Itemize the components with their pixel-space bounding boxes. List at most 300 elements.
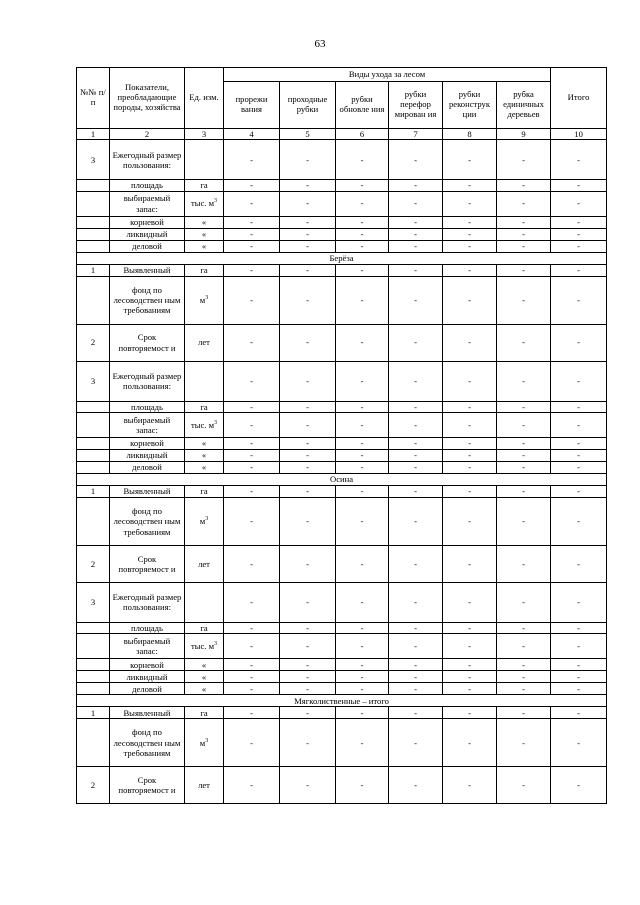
row-number: 2 [77, 767, 110, 804]
table-row [77, 228, 607, 240]
value-cell: - [389, 264, 443, 276]
table-row [77, 180, 607, 191]
table-row [77, 140, 607, 180]
total-cell: - [551, 622, 607, 633]
value-cell: - [336, 140, 389, 180]
row-indicator: деловой [110, 240, 185, 252]
row-unit [185, 659, 224, 671]
row-indicator: фонд по лесоводствен ным требованиям [110, 719, 185, 767]
total-cell: - [551, 767, 607, 804]
row-indicator: Срок повторяемост и [110, 767, 185, 804]
value-cell: - [280, 412, 336, 437]
row-indicator: ликвидный [110, 228, 185, 240]
value-cell: - [280, 180, 336, 191]
row-unit [185, 545, 224, 582]
total-cell: - [551, 683, 607, 695]
row-unit [185, 228, 224, 240]
unit-text: га [200, 486, 208, 497]
table-row [77, 497, 607, 545]
value-cell: - [389, 485, 443, 497]
value-cell: - [389, 449, 443, 461]
total-cell: - [551, 634, 607, 659]
value-cell: - [336, 228, 389, 240]
column-number-row [77, 129, 607, 140]
table-row [77, 634, 607, 659]
value-cell: - [280, 707, 336, 719]
value-cell: - [336, 634, 389, 659]
value-cell: - [224, 767, 280, 804]
value-cell: - [336, 240, 389, 252]
unit-text: « [201, 228, 207, 239]
value-cell: - [224, 324, 280, 361]
unit-text: га [200, 622, 208, 633]
value-cell: - [280, 683, 336, 695]
row-indicator: ликвидный [110, 671, 185, 683]
header-col-renewal: рубки обновле ния [336, 82, 389, 129]
table-row [77, 582, 607, 622]
value-cell: - [336, 767, 389, 804]
total-cell: - [551, 719, 607, 767]
row-number [77, 401, 110, 412]
value-cell: - [224, 622, 280, 633]
row-unit [185, 437, 224, 449]
unit-text: м [199, 516, 206, 527]
row-unit [185, 683, 224, 695]
unit-exponent: 3 [214, 641, 218, 648]
value-cell: - [280, 140, 336, 180]
value-cell: - [280, 461, 336, 473]
row-indicator: Ежегодный размер пользования: [110, 140, 185, 180]
value-cell: - [389, 240, 443, 252]
value-cell: - [336, 485, 389, 497]
row-indicator: фонд по лесоводствен ным требованиям [110, 276, 185, 324]
value-cell: - [224, 240, 280, 252]
value-cell: - [224, 228, 280, 240]
value-cell: - [224, 719, 280, 767]
row-indicator: ликвидный [110, 449, 185, 461]
row-number: 2 [77, 324, 110, 361]
row-indicator: Ежегодный размер пользования: [110, 361, 185, 401]
header-col-reformation: рубки перефор мирован ия [389, 82, 443, 129]
total-cell: - [551, 497, 607, 545]
value-cell: - [336, 180, 389, 191]
value-cell: - [224, 449, 280, 461]
value-cell: - [497, 767, 551, 804]
value-cell: - [224, 216, 280, 228]
row-unit [185, 276, 224, 324]
value-cell: - [497, 719, 551, 767]
row-unit [185, 707, 224, 719]
value-cell: - [224, 497, 280, 545]
row-unit [185, 401, 224, 412]
row-unit [185, 485, 224, 497]
total-cell: - [551, 412, 607, 437]
value-cell: - [389, 634, 443, 659]
col-number: 2 [110, 129, 185, 140]
col-number: 6 [336, 129, 389, 140]
value-cell: - [280, 582, 336, 622]
table-row [77, 361, 607, 401]
total-cell: - [551, 216, 607, 228]
row-indicator: Срок повторяемост и [110, 545, 185, 582]
total-cell: - [551, 485, 607, 497]
value-cell: - [497, 140, 551, 180]
row-indicator: корневой [110, 216, 185, 228]
row-indicator: площадь [110, 622, 185, 633]
value-cell: - [497, 497, 551, 545]
unit-exponent: 3 [205, 295, 209, 302]
value-cell: - [224, 545, 280, 582]
row-indicator: Выявленный [110, 264, 185, 276]
forest-care-table [76, 67, 607, 804]
row-number [77, 634, 110, 659]
col-number: 9 [497, 129, 551, 140]
value-cell: - [497, 437, 551, 449]
table-row [77, 659, 607, 671]
header-col-thinning: прорежи вания [224, 82, 280, 129]
value-cell: - [389, 545, 443, 582]
unit-text: м [199, 737, 206, 748]
row-number [77, 683, 110, 695]
value-cell: - [443, 545, 497, 582]
section-title: Осина [77, 473, 607, 485]
value-cell: - [443, 264, 497, 276]
row-indicator: выбираемый запас: [110, 634, 185, 659]
value-cell: - [280, 545, 336, 582]
value-cell: - [497, 449, 551, 461]
table-row [77, 449, 607, 461]
row-number [77, 276, 110, 324]
value-cell: - [497, 191, 551, 216]
value-cell: - [389, 191, 443, 216]
total-cell: - [551, 401, 607, 412]
value-cell: - [224, 582, 280, 622]
header-col-single-trees: рубка единичных деревьев [497, 82, 551, 129]
value-cell: - [497, 412, 551, 437]
value-cell: - [443, 461, 497, 473]
row-number [77, 497, 110, 545]
section-row [77, 252, 607, 264]
row-number [77, 240, 110, 252]
value-cell: - [280, 622, 336, 633]
value-cell: - [497, 401, 551, 412]
col-number: 8 [443, 129, 497, 140]
value-cell: - [389, 324, 443, 361]
header-num: №№ п/п [77, 68, 110, 129]
value-cell: - [389, 401, 443, 412]
value-cell: - [224, 264, 280, 276]
value-cell: - [280, 671, 336, 683]
value-cell: - [280, 719, 336, 767]
total-cell: - [551, 240, 607, 252]
row-number [77, 449, 110, 461]
row-unit [185, 324, 224, 361]
value-cell: - [443, 240, 497, 252]
total-cell: - [551, 707, 607, 719]
row-indicator: деловой [110, 683, 185, 695]
value-cell: - [443, 140, 497, 180]
unit-text: « [201, 438, 207, 449]
unit-text: га [200, 180, 208, 191]
value-cell: - [336, 707, 389, 719]
unit-text: лет [198, 337, 210, 348]
value-cell: - [336, 719, 389, 767]
row-number [77, 622, 110, 633]
unit-exponent: 3 [205, 737, 209, 744]
row-unit [185, 582, 224, 622]
header-group: Виды ухода за лесом [224, 68, 551, 82]
row-number [77, 437, 110, 449]
value-cell: - [336, 671, 389, 683]
col-number: 3 [185, 129, 224, 140]
col-number: 7 [389, 129, 443, 140]
value-cell: - [497, 240, 551, 252]
table-row [77, 412, 607, 437]
row-indicator: выбираемый запас: [110, 412, 185, 437]
row-unit [185, 671, 224, 683]
value-cell: - [224, 485, 280, 497]
row-unit [185, 191, 224, 216]
unit-text: « [201, 216, 207, 227]
value-cell: - [389, 497, 443, 545]
header-indicators: Показатели, преобладающие породы, хозяйства [110, 68, 185, 129]
value-cell: - [280, 634, 336, 659]
value-cell: - [336, 401, 389, 412]
value-cell: - [497, 276, 551, 324]
col-number: 4 [224, 129, 280, 140]
total-cell: - [551, 437, 607, 449]
value-cell: - [280, 216, 336, 228]
total-cell: - [551, 140, 607, 180]
row-number [77, 191, 110, 216]
value-cell: - [443, 485, 497, 497]
row-number [77, 180, 110, 191]
value-cell: - [389, 582, 443, 622]
value-cell: - [224, 180, 280, 191]
section-title: Мягколиственные – итого [77, 695, 607, 707]
value-cell: - [443, 719, 497, 767]
row-indicator: Выявленный [110, 707, 185, 719]
value-cell: - [497, 216, 551, 228]
row-indicator: фонд по лесоводствен ным требованиям [110, 497, 185, 545]
row-indicator: площадь [110, 180, 185, 191]
section-row [77, 473, 607, 485]
total-cell: - [551, 461, 607, 473]
value-cell: - [443, 401, 497, 412]
value-cell: - [336, 191, 389, 216]
unit-text: « [201, 450, 207, 461]
value-cell: - [224, 276, 280, 324]
row-number [77, 461, 110, 473]
value-cell: - [443, 437, 497, 449]
value-cell: - [280, 324, 336, 361]
value-cell: - [224, 191, 280, 216]
row-indicator: площадь [110, 401, 185, 412]
unit-text: лет [198, 780, 210, 791]
total-cell: - [551, 449, 607, 461]
value-cell: - [443, 707, 497, 719]
row-unit [185, 264, 224, 276]
value-cell: - [497, 707, 551, 719]
value-cell: - [224, 659, 280, 671]
value-cell: - [389, 180, 443, 191]
unit-text: « [201, 240, 207, 251]
value-cell: - [497, 324, 551, 361]
value-cell: - [389, 659, 443, 671]
value-cell: - [497, 582, 551, 622]
value-cell: - [443, 659, 497, 671]
row-unit [185, 622, 224, 633]
page-number: 63 [314, 38, 326, 50]
row-number [77, 216, 110, 228]
row-number: 3 [77, 361, 110, 401]
section-row [77, 695, 607, 707]
table-row [77, 276, 607, 324]
unit-text: лет [198, 558, 210, 569]
value-cell: - [443, 361, 497, 401]
value-cell: - [497, 659, 551, 671]
value-cell: - [497, 683, 551, 695]
row-unit [185, 449, 224, 461]
value-cell: - [497, 545, 551, 582]
total-cell: - [551, 545, 607, 582]
value-cell: - [224, 401, 280, 412]
value-cell: - [224, 412, 280, 437]
value-cell: - [443, 449, 497, 461]
header-total: Итого [551, 68, 607, 129]
unit-text: га [200, 264, 208, 275]
value-cell: - [443, 634, 497, 659]
row-unit [185, 461, 224, 473]
value-cell: - [336, 216, 389, 228]
row-number: 2 [77, 545, 110, 582]
table-row [77, 324, 607, 361]
value-cell: - [497, 180, 551, 191]
value-cell: - [224, 437, 280, 449]
total-cell: - [551, 191, 607, 216]
table-row [77, 240, 607, 252]
value-cell: - [443, 622, 497, 633]
value-cell: - [443, 671, 497, 683]
value-cell: - [224, 461, 280, 473]
table-row [77, 461, 607, 473]
value-cell: - [280, 485, 336, 497]
value-cell: - [497, 461, 551, 473]
unit-exponent: 3 [205, 516, 209, 523]
value-cell: - [443, 191, 497, 216]
value-cell: - [224, 707, 280, 719]
unit-text: тыс. м [190, 198, 215, 209]
row-indicator: корневой [110, 659, 185, 671]
row-unit [185, 634, 224, 659]
value-cell: - [336, 582, 389, 622]
value-cell: - [443, 228, 497, 240]
value-cell: - [224, 671, 280, 683]
value-cell: - [280, 191, 336, 216]
value-cell: - [389, 707, 443, 719]
header-unit: Ед. изм. [185, 68, 224, 129]
row-indicator: Выявленный [110, 485, 185, 497]
table-row [77, 216, 607, 228]
value-cell: - [336, 276, 389, 324]
value-cell: - [443, 216, 497, 228]
row-number [77, 719, 110, 767]
value-cell: - [224, 683, 280, 695]
value-cell: - [280, 240, 336, 252]
row-indicator: выбираемый запас: [110, 191, 185, 216]
value-cell: - [389, 622, 443, 633]
row-unit [185, 719, 224, 767]
value-cell: - [389, 216, 443, 228]
total-cell: - [551, 659, 607, 671]
value-cell: - [336, 545, 389, 582]
row-indicator: деловой [110, 461, 185, 473]
value-cell: - [280, 497, 336, 545]
row-indicator: Ежегодный размер пользования: [110, 582, 185, 622]
table-row [77, 191, 607, 216]
value-cell: - [443, 582, 497, 622]
row-unit [185, 180, 224, 191]
table-row [77, 622, 607, 633]
value-cell: - [336, 361, 389, 401]
value-cell: - [443, 324, 497, 361]
total-cell: - [551, 671, 607, 683]
row-unit [185, 240, 224, 252]
value-cell: - [224, 634, 280, 659]
col-number: 5 [280, 129, 336, 140]
row-number [77, 412, 110, 437]
value-cell: - [336, 659, 389, 671]
row-number: 3 [77, 582, 110, 622]
total-cell: - [551, 582, 607, 622]
row-number: 1 [77, 707, 110, 719]
row-indicator: Срок повторяемост и [110, 324, 185, 361]
value-cell: - [389, 412, 443, 437]
value-cell: - [497, 228, 551, 240]
value-cell: - [443, 683, 497, 695]
value-cell: - [280, 228, 336, 240]
row-unit [185, 497, 224, 545]
table-row [77, 707, 607, 719]
row-number [77, 671, 110, 683]
unit-text: га [200, 707, 208, 718]
unit-text: « [201, 462, 207, 473]
table-row [77, 264, 607, 276]
value-cell: - [280, 437, 336, 449]
value-cell: - [389, 361, 443, 401]
value-cell: - [336, 264, 389, 276]
table-row [77, 401, 607, 412]
value-cell: - [389, 461, 443, 473]
section-title: Берёза [77, 252, 607, 264]
total-cell: - [551, 228, 607, 240]
value-cell: - [336, 449, 389, 461]
table-row [77, 683, 607, 695]
value-cell: - [224, 361, 280, 401]
value-cell: - [443, 180, 497, 191]
unit-text: тыс. м [190, 641, 215, 652]
row-unit [185, 412, 224, 437]
value-cell: - [497, 671, 551, 683]
value-cell: - [389, 683, 443, 695]
row-unit [185, 361, 224, 401]
value-cell: - [443, 276, 497, 324]
table-row [77, 545, 607, 582]
value-cell: - [389, 276, 443, 324]
total-cell: - [551, 180, 607, 191]
value-cell: - [224, 140, 280, 180]
unit-text: « [201, 659, 207, 670]
